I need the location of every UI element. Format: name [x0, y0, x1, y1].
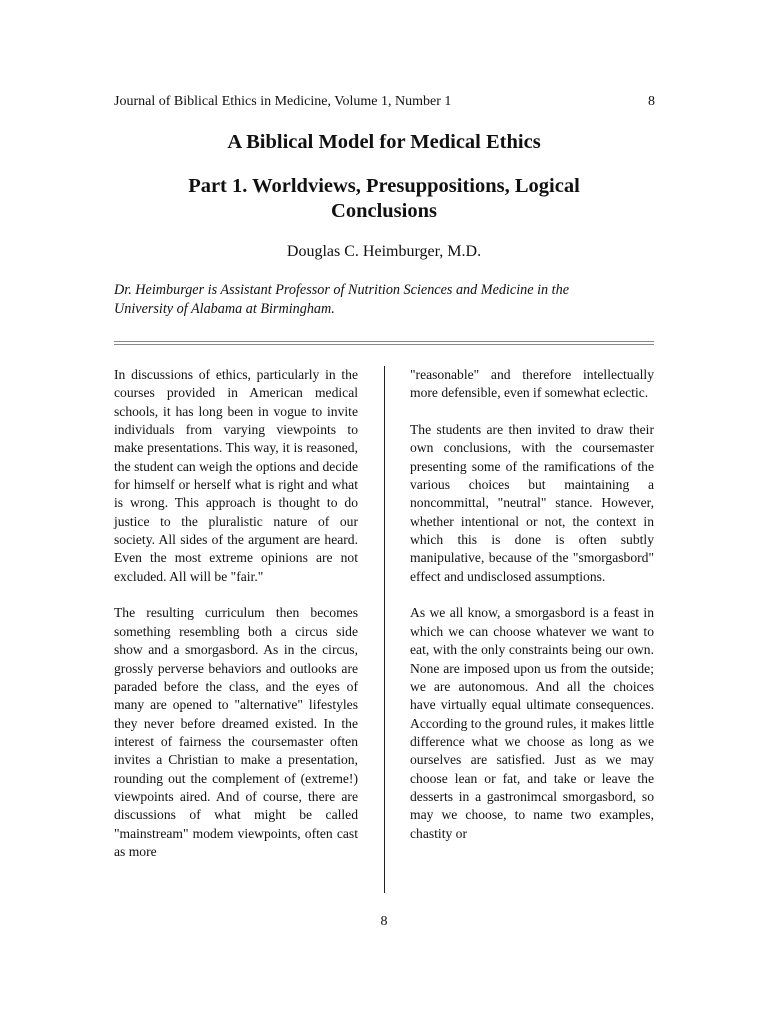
author-affiliation: Dr. Heimburger is Assistant Professor of Nutrition Sciences and Medicine in the University of Alabama at Birmingham. [114, 282, 570, 317]
journal-citation: Journal of Biblical Ethics in Medicine, Volume 1, Number 1 [114, 94, 452, 109]
paragraph: The resulting curriculum then becomes something resembling both a circus side show and a smorgasbord. As in the circus, grossly perverse behaviors and outlooks are paraded before the class, and the eyes of many are opened to "alternative" lifestyles they never before dreamed existed. In the interest of fairness the coursemaster often invites a Christian to make a presentation, rounding out the complement of (extreme!) viewpoints aired. And of course, there are discussions of what might be called "mainstream" modem viewpoints, often cast as more [114, 605, 358, 859]
paragraph: The students are then invited to draw their own conclusions, with the coursemaster presenting some of the ramifications of the various choices but maintaining a noncommittal, "neutral" stance. However, whether intentional or not, the context in which this is done is often subtly manipulative, because of the "smorgasbord" effect and undisclosed assumptions. [410, 422, 654, 584]
footer-page-number: 8 [380, 914, 388, 929]
paragraph: As we all know, a smorgasbord is a feast in which we can choose whatever we want to eat, with the only constraints being our own. None are imposed upon us from the outside; we are autonomous. And all the choices have virtually equal ultimate consequences. According to the ground rules, it makes little difference what we choose as long as we ourselves are satisfied. Just as we may choose lean or fat, and take or leave the desserts in a gastronimcal smorgasbord, so may we choose, to name two examples, chastity or [410, 605, 654, 841]
running-header [114, 94, 655, 110]
author-name: Douglas C. Heimburger, M.D. [286, 243, 482, 260]
article-subtitle: Part 1. Worldviews, Presuppositions, Logical Conclusions [188, 175, 580, 222]
column-divider [384, 366, 385, 893]
paragraph: In discussions of ethics, particularly in the courses provided in American medical schools, it has long been in vogue to invite individuals from varying viewpoints to make presentations. This way, it is reasoned, the student can weigh the options and decide for himself or herself what is right and what is wrong. This approach is thought to do justice to the pluralistic nature of our society. All sides of the argument are heard. Even the most extreme opinions are not excluded. All will be "fair." [114, 367, 358, 584]
header-page-number: 8 [648, 94, 655, 109]
paragraph: "reasonable" and therefore intellectually more defensible, even if somewhat eclectic. [410, 367, 654, 401]
section-divider [114, 341, 654, 345]
right-column [410, 366, 654, 861]
article-title: A Biblical Model for Medical Ethics [227, 131, 541, 153]
left-column [114, 366, 358, 880]
